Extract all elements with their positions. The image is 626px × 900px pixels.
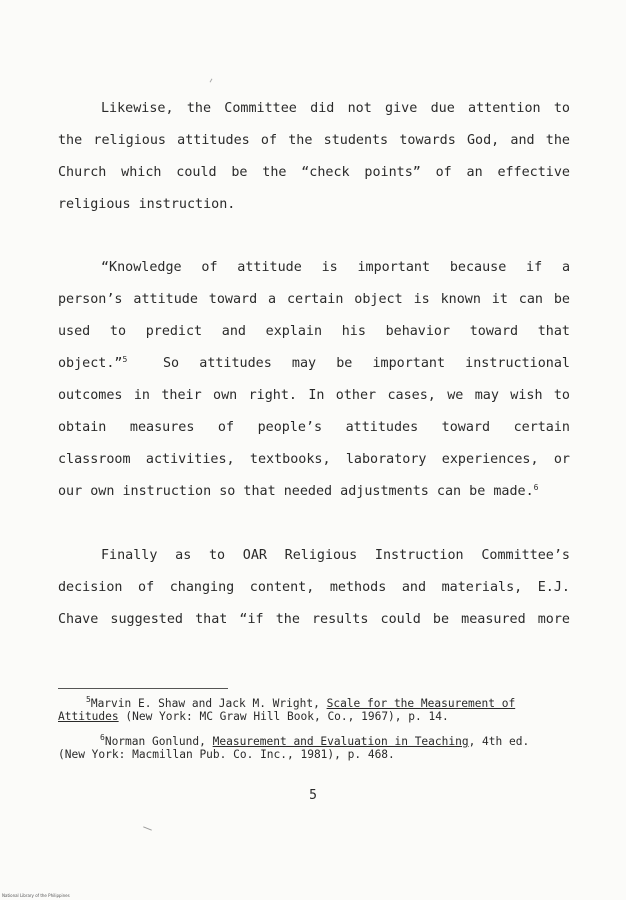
footnote-ref-6: 6 — [533, 483, 539, 492]
paragraph-2-line-4a — [58, 356, 158, 372]
footnote-5-author: Marvin E. Shaw and Jack M. Wright, — [90, 697, 320, 710]
page-number: 5 — [309, 788, 317, 803]
footnote-5-number: 5 — [86, 695, 91, 704]
paragraph-2-line-2: person’s attitude toward a certain object is known it can be — [58, 292, 570, 307]
paragraph-3-line-1: Finally as to OAR Religious Instruction Committee’s — [101, 548, 570, 563]
footnote-separator — [58, 688, 228, 689]
paragraph-3-line-2: decision of changing content, methods and materials, E.J. — [58, 580, 570, 595]
paragraph-1-line-1: Likewise, the Committee did not give due attention to — [101, 101, 570, 116]
footnote-6-author: Norman Gonlund, — [104, 735, 206, 748]
paragraph-2-line-6: obtain measures of people’s attitudes toward certain — [58, 420, 570, 435]
paragraph-3-line-3: Chave suggested that “if the results could be measured more — [58, 612, 570, 627]
paragraph-2-line-3: used to predict and explain his behavior toward that — [58, 324, 570, 339]
footnote-6-number: 6 — [100, 733, 105, 742]
paragraph-2-line-4b: So attitudes may be important instructional — [163, 356, 570, 371]
quote-end-text: object.” — [58, 356, 123, 371]
footnote-6-line-1 — [100, 735, 560, 748]
footnote-5-rest: (New York: MC Graw Hill Book, Co., 1967), p. 14. — [125, 710, 449, 723]
paragraph-2-line-8 — [58, 484, 570, 500]
paragraph-1-line-4: religious instruction. — [58, 197, 236, 212]
scan-mark — [143, 826, 152, 830]
paragraph-2-line-7: classroom activities, textbooks, laboratory experiences, or — [58, 452, 570, 467]
library-footer: National Library of the Philippines — [2, 893, 70, 898]
paragraph-2-line-1: “Knowledge of attitude is important because if a — [101, 260, 570, 275]
scan-mark — [210, 79, 213, 83]
footnote-5-line-2 — [58, 710, 558, 723]
footnote-6-rest-line1: , 4th ed. — [468, 735, 530, 748]
paragraph-2-line-5: outcomes in their own right. In other cases, we may wish to — [58, 388, 570, 403]
footnote-6-line-2: (New York: Macmillan Pub. Co. Inc., 1981), p. 468. — [58, 748, 395, 761]
footnote-6-title: Measurement and Evaluation in Teaching — [212, 735, 469, 748]
footnote-ref-5: 5 — [122, 355, 128, 364]
footnote-5-title-part1: Scale for the Measurement of — [326, 697, 516, 710]
paragraph-1-line-2: the religious attitudes of the students towards God, and the — [58, 133, 570, 148]
footnote-5-title-part2: Attitudes — [58, 710, 119, 723]
paragraph-2-line-8-text: our own instruction so that needed adjustments can be made. — [58, 484, 534, 499]
footnote-5-line-1 — [86, 697, 556, 710]
paragraph-1-line-3: Church which could be the “check points” of an effective — [58, 165, 570, 180]
